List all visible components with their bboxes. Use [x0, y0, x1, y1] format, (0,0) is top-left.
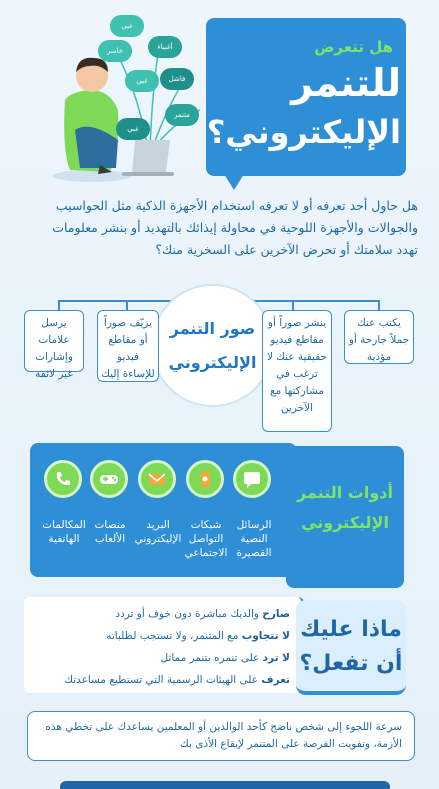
title-small: هل تتعرض — [314, 38, 393, 56]
social-network-icon — [186, 460, 224, 498]
sms-icon — [233, 460, 271, 498]
todo-verb: صارح — [262, 608, 290, 620]
chat-bubble: غبي — [125, 70, 159, 92]
form-item: يزيّف صوراً أو مقاطع فيديو للإساءة إليك — [97, 310, 159, 382]
form-item: يرسل علامات وإشارات غير لائقة — [24, 310, 84, 372]
tree-connector — [126, 300, 128, 310]
todo-verb: لا تتجاوب — [241, 630, 290, 642]
todo-item — [30, 674, 290, 686]
closing-note: سرعة اللجوء إلى شخص ناضج كأحد الوالدين أو المعلمين يساعدك على تخطي هذه الأزمة، وتفويت الفرصة على المتنمر لإيقاع الأذى بك — [27, 711, 415, 761]
todo-text: على الهيئات الرسمية التي تستطيع مساعدتك — [64, 674, 262, 686]
tree-connector — [58, 300, 60, 310]
tool-label: المكالمات الهاتفية — [42, 519, 86, 545]
laptop-icon — [122, 140, 174, 176]
chat-bubble: غبي — [116, 118, 150, 140]
tool-label: منصات الألعاب — [94, 519, 126, 545]
todo-item — [30, 608, 290, 620]
tool-label: الرسائل النصية القصيرة — [236, 519, 272, 559]
todo-text: على تنمره بتنمر مماثل — [160, 652, 263, 664]
chat-bubble: خاسر — [98, 40, 132, 62]
email-icon — [138, 460, 176, 498]
page-title: للتنمر — [291, 61, 401, 105]
page-title-2: الإليكتروني؟ — [206, 113, 401, 151]
tools-title — [286, 478, 404, 538]
form-item: ينشر صوراً أو مقاطع فيديو حقيقية عنك لا ترغب في مشاركتها مع الآخرين — [262, 310, 332, 432]
gamepad-icon — [90, 460, 128, 498]
todo-title: ماذا عليك أن تفعل؟ — [299, 617, 403, 676]
bottom-bar — [60, 781, 390, 789]
tool-label: شبكات التواصل الاجتماعي — [184, 519, 228, 559]
todo-verb: لا ترد — [262, 652, 290, 664]
tool-label: البريد الإليكتروني — [134, 519, 182, 545]
todo-verb: تعرف — [261, 674, 290, 686]
todo-item — [30, 630, 290, 642]
form-item: يكتب عنك جملاً جارحة أو مؤذية — [344, 310, 414, 364]
tools-title-text: أدوات التنمر الإليكتروني — [296, 483, 393, 532]
intro-paragraph: هل حاول أحد تعرفه أو لا تعرفه استخدام الأجهزة الذكية مثل الحواسيب والجوالات والأجهزة اللوحية في محاولة إيذائك بالتهديد أو بنشر معلومات تهدد سلامتك أو تحرض الآخرين على السخرية منك؟ — [52, 198, 418, 257]
tree-connector — [292, 300, 294, 310]
forms-title: صور التنمر الإليكتروني — [168, 319, 257, 372]
chat-bubble: غبي — [110, 15, 144, 37]
todo-item — [30, 652, 290, 664]
chat-bubble: فاشل — [160, 68, 194, 90]
chat-bubble: أغبياء — [148, 36, 182, 58]
tree-connector — [378, 300, 380, 310]
todo-text: والديك مباشرة دون خوف أو تردد — [115, 608, 263, 620]
phone-icon — [44, 460, 82, 498]
todo-text: مع المتنمر، ولا تستجب لطلباته — [106, 630, 242, 642]
chat-bubble: متنمر — [165, 104, 199, 126]
